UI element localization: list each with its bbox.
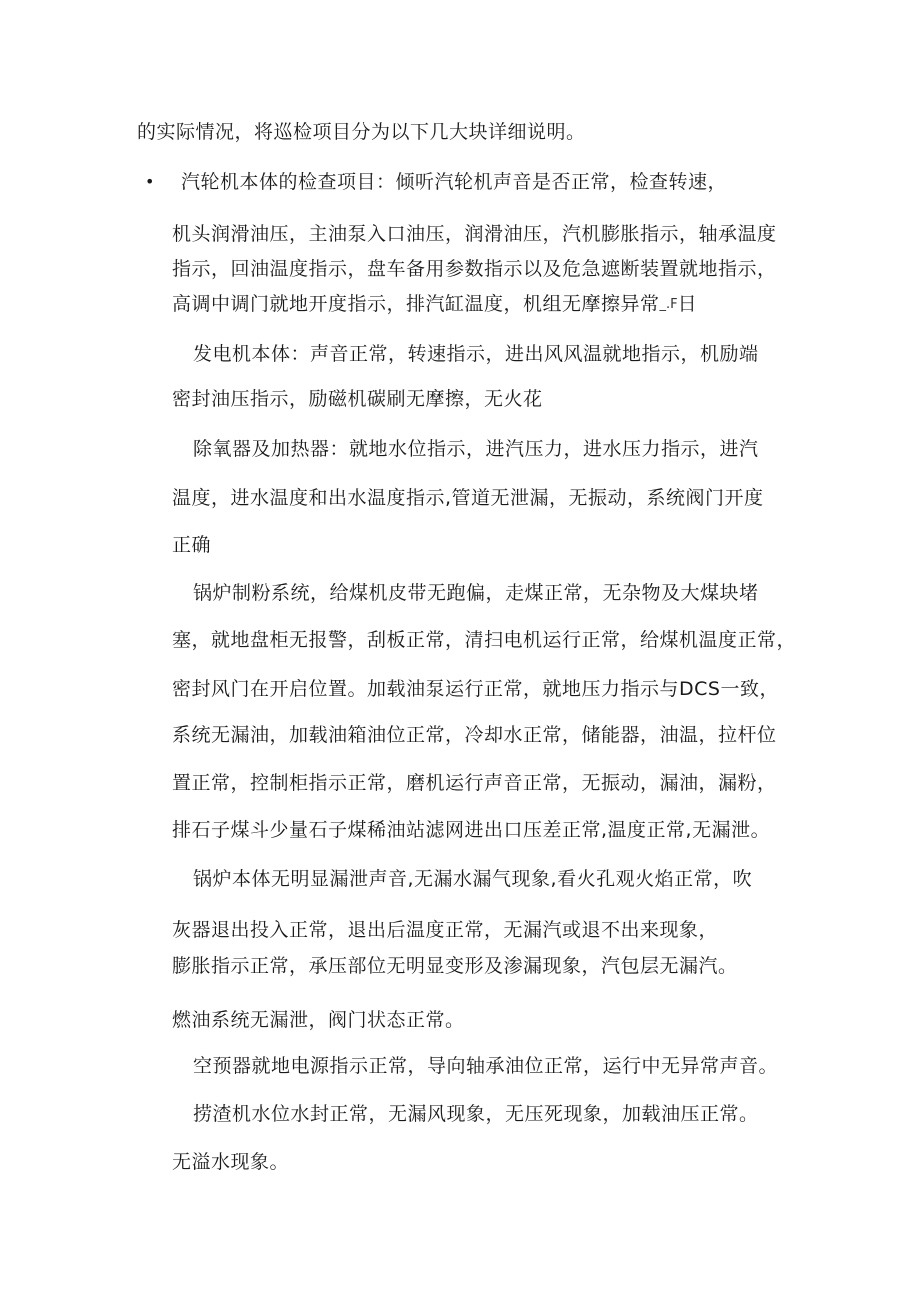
turbine-line-4-text: 高调中调门就地开度指示，排汽缸温度，机组无摩擦异常 [172, 293, 660, 315]
generator-line-1: 发电机本体：声音正常，转速指示，进出风风温就地指示，机励端 [193, 343, 759, 365]
turbine-line-1: 汽轮机本体的检查项目：倾听汽轮机声音是否正常，检查转速， [181, 171, 728, 193]
turbine-line-4 [172, 291, 697, 318]
turbine-line-4-tail: 日 [677, 293, 698, 315]
slag-line-2: 无溢水现象。 [172, 1151, 290, 1173]
boiler-line-1: 锅炉本体无明显漏泄声音,无漏水漏气现象,看火孔观火焰正常，吹 [193, 868, 753, 890]
boiler-line-2: 灰器退出投入正常，退出后温度正常，无漏汽或退不出来现象， [172, 919, 719, 941]
turbine-line-3: 指示，回油温度指示，盘车备用参数指示以及危急遮断装置就地指示， [172, 258, 777, 280]
deaerator-line-1: 除氧器及加热器：就地水位指示，进汽压力，进水压力指示，进汽 [193, 438, 759, 460]
deaerator-line-3: 正确 [172, 534, 212, 556]
pulverizer-line-3: 密封风门在开启位置。加载油泵运行正常，就地压力指示与DCS一致， [172, 678, 779, 700]
pulverizer-line-2: 塞，就地盘柜无报警，刮板正常，清扫电机运行正常，给煤机温度正常， [172, 629, 797, 651]
list-bullet: • [145, 172, 155, 191]
air-preheater-line: 空预器就地电源指示正常，导向轴承油位正常，运行中无异常声音。 [193, 1055, 779, 1077]
turbine-line-2: 机头润滑油压，主油泵入口油压，润滑油压，汽机膨胀指示，轴承温度 [172, 223, 777, 245]
scan-artifact-text: _.F [659, 297, 678, 312]
deaerator-line-2: 温度，进水温度和出水温度指示,管道无泄漏，无振动，系统阀门开度 [172, 487, 764, 509]
intro-paragraph: 的实际情况，将巡检项目分为以下几大块详细说明。 [137, 121, 586, 143]
pulverizer-line-5: 置正常，控制柜指示正常，磨机运行声音正常，无振动，漏油，漏粉， [172, 772, 777, 794]
pulverizer-line-4: 系统无漏油，加载油箱油位正常，冷却水正常，储能器，油温，拉杆位 [172, 724, 777, 746]
generator-line-2: 密封油压指示，励磁机碳刷无摩擦，无火花 [172, 388, 543, 410]
slag-line-1: 捞渣机水位水封正常，无漏风现象，无压死现象，加载油压正常。 [193, 1103, 759, 1125]
pulverizer-line-6: 排石子煤斗少量石子煤稀油站滤网进出口压差正常,温度正常,无漏泄。 [172, 819, 771, 841]
pulverizer-line-1: 锅炉制粉系统，给煤机皮带无跑偏，走煤正常，无杂物及大煤块堵 [193, 582, 759, 604]
fuel-oil-line: 燃油系统无漏泄，阀门状态正常。 [172, 1009, 465, 1031]
boiler-line-3: 膨胀指示正常，承压部位无明显变形及渗漏现象，汽包层无漏汽。 [172, 955, 738, 977]
